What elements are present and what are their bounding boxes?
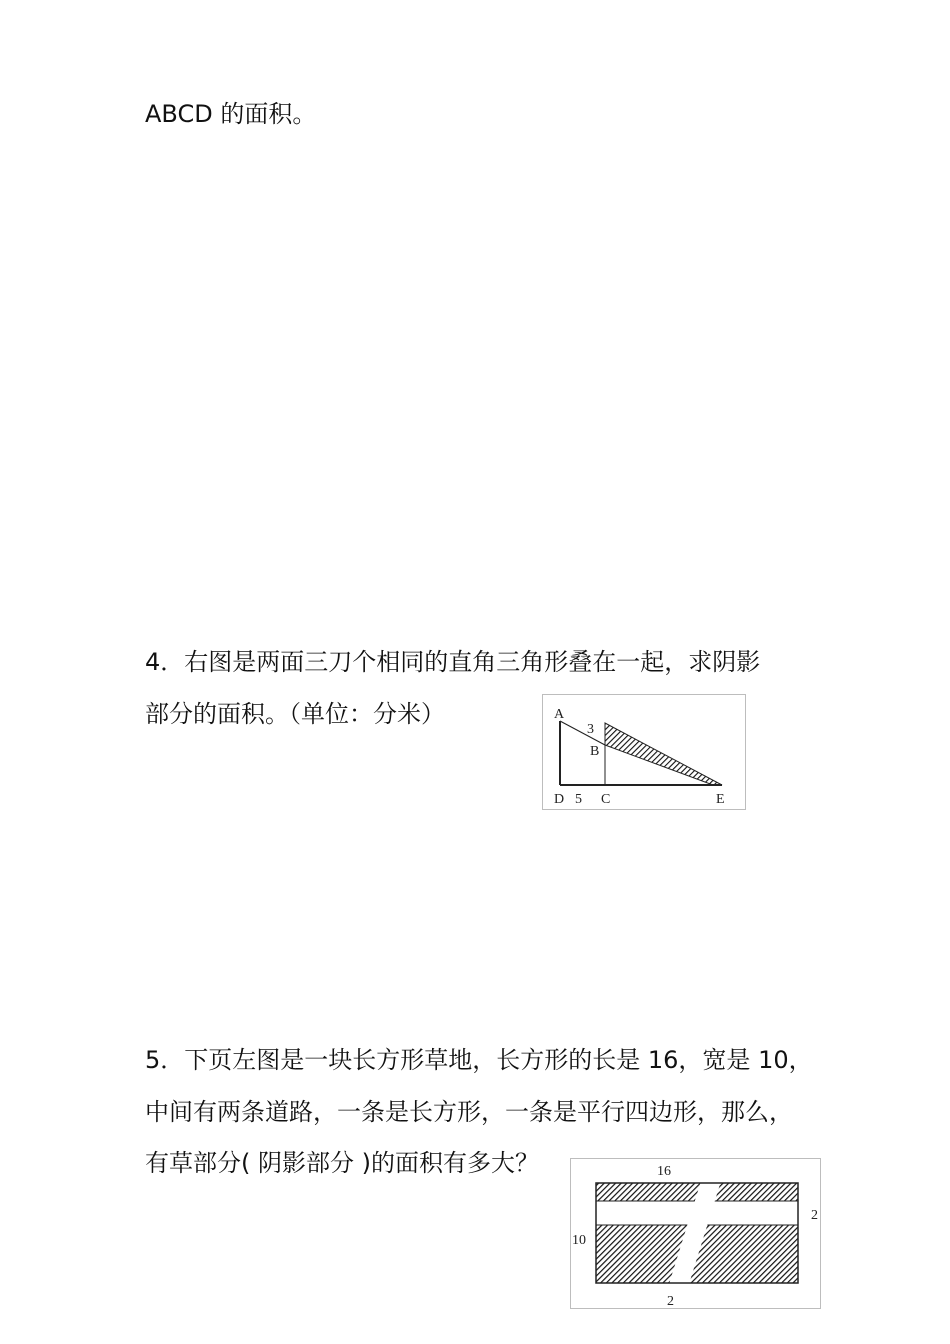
triangle-figure	[542, 694, 746, 810]
label-5: 5	[575, 792, 582, 807]
label-3: 3	[587, 722, 594, 737]
shaded-region	[605, 723, 722, 785]
question-5-line-3: 有草部分( 阴影部分 )的面积有多大？	[145, 1149, 539, 1177]
question-3-tail: ABCD 的面积。	[145, 100, 317, 128]
label-B: B	[590, 744, 600, 759]
question-5-line-2: 中间有两条道路，一条是长方形，一条是平行四边形，那么，	[145, 1098, 793, 1126]
grassland-figure	[570, 1158, 821, 1309]
label-D: D	[554, 792, 565, 807]
label-16: 16	[657, 1164, 671, 1179]
label-10: 10	[572, 1233, 586, 1248]
label-A: A	[554, 707, 565, 722]
question-4-line-1: 4．右图是两面三刀个相同的直角三角形叠在一起，求阴影	[145, 648, 761, 676]
question-5-line-1: 5．下页左图是一块长方形草地，长方形的长是 16，宽是 10，	[145, 1046, 813, 1074]
label-2-right: 2	[811, 1208, 818, 1223]
label-2-bottom: 2	[667, 1294, 674, 1308]
question-4-line-2: 部分的面积。（单位：分米）	[145, 700, 445, 728]
label-E: E	[716, 792, 725, 807]
label-C: C	[601, 792, 611, 807]
